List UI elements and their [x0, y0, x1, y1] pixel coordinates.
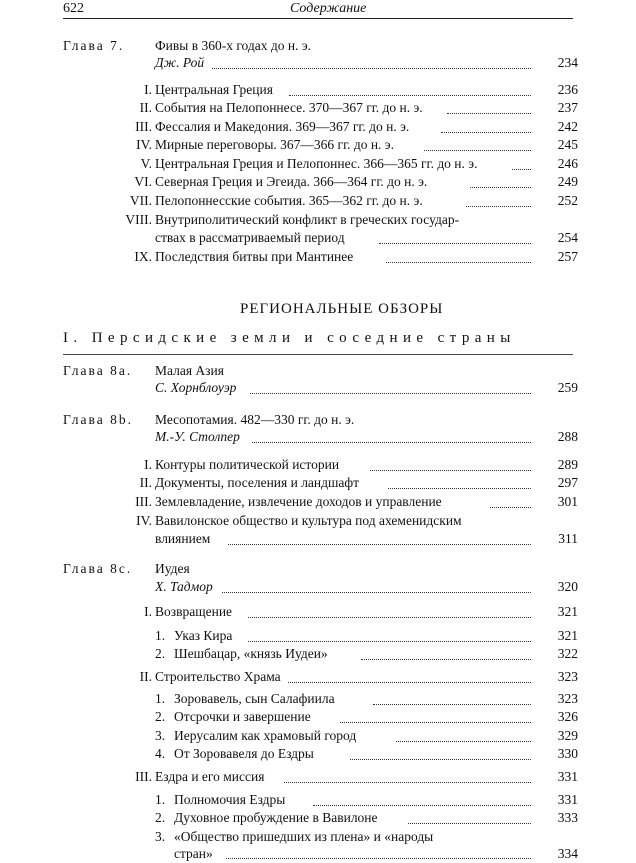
- page-ref: 311: [558, 531, 578, 546]
- leader-dots: [226, 858, 531, 859]
- toc-entry: Фессалия и Македония. 369—367 гг. до н. э.: [155, 119, 410, 134]
- page-ref: 321: [557, 628, 578, 643]
- toc-sub-entry: Иерусалим как храмовый город: [174, 728, 357, 743]
- leader-dots: [466, 206, 531, 207]
- sub-item-number: 1.: [155, 792, 166, 807]
- section-heading: РЕГИОНАЛЬНЫЕ ОБЗОРЫ: [240, 301, 444, 317]
- sub-item-number: 3.: [155, 728, 166, 743]
- sub-item-number: 2.: [155, 810, 166, 825]
- item-number: II.: [139, 475, 152, 490]
- sub-item-number: 1.: [155, 691, 166, 706]
- leader-dots: [361, 659, 531, 660]
- item-number: VII.: [129, 193, 152, 208]
- item-number: V.: [140, 156, 152, 171]
- item-number: I.: [144, 604, 152, 619]
- toc-entry: Вавилонское общество и культура под ахеменидским: [155, 513, 462, 528]
- page-ref: 288: [557, 429, 578, 444]
- page-ref: 254: [557, 230, 578, 245]
- sub-item-number: 4.: [155, 746, 166, 761]
- leader-dots: [228, 544, 531, 545]
- toc-sub-entry: Духовное пробуждение в Вавилоне: [174, 810, 378, 825]
- sub-item-number: 3.: [155, 829, 166, 844]
- page-ref: 246: [557, 156, 578, 171]
- leader-dots: [386, 262, 531, 263]
- chapter-title: Иудея: [155, 561, 190, 576]
- chapter-label: Глава 8с.: [63, 561, 133, 576]
- page-ref: 321: [557, 604, 578, 619]
- page-ref: 245: [557, 137, 578, 152]
- page-ref: 331: [557, 769, 578, 784]
- item-number: I.: [144, 82, 152, 97]
- chapter-label: Глава 8а.: [63, 363, 133, 378]
- page-ref: 330: [557, 746, 578, 761]
- page-ref: 301: [557, 494, 578, 509]
- toc-entry: Землевладение, извлечение доходов и управление: [155, 494, 442, 509]
- chapter-label: Глава 7.: [63, 38, 125, 53]
- chapter-label: Глава 8b.: [63, 412, 133, 427]
- chapter-author: С. Хорнблоуэр: [155, 380, 237, 395]
- item-number: VIII.: [125, 212, 152, 227]
- page-ref: 249: [557, 174, 578, 189]
- page-ref: 323: [557, 669, 578, 684]
- leader-dots: [370, 470, 531, 471]
- toc-entry: Внутриполитический конфликт в греческих государ-: [155, 212, 460, 227]
- leader-dots: [313, 805, 531, 806]
- leader-dots: [441, 132, 531, 133]
- header-rule: [63, 18, 573, 19]
- toc-entry: Ездра и его миссия: [155, 769, 265, 784]
- region-heading: I. Персидские земли и соседние страны: [63, 330, 516, 346]
- page-ref: 257: [557, 249, 578, 264]
- page-ref: 242: [557, 119, 578, 134]
- chapter-author: М.-У. Столпер: [155, 429, 240, 444]
- toc-entry: Мирные переговоры. 367—366 гг. до н. э.: [155, 137, 394, 152]
- page-ref: 259: [557, 380, 578, 395]
- leader-dots: [288, 682, 531, 683]
- toc-entry: Пелопоннесские события. 365—362 гг. до н. э.: [155, 193, 423, 208]
- toc-sub-entry: Указ Кира: [174, 628, 233, 643]
- page-ref: 331: [557, 792, 578, 807]
- region-rule: [63, 354, 573, 355]
- item-number: II.: [139, 669, 152, 684]
- toc-entry: Центральная Греция: [155, 82, 273, 97]
- page-ref: 320: [557, 579, 578, 594]
- leader-dots: [248, 641, 531, 642]
- leader-dots: [373, 704, 531, 705]
- leader-dots: [212, 68, 531, 69]
- leader-dots: [250, 393, 531, 394]
- toc-entry-continued: влиянием: [155, 531, 211, 546]
- toc-entry: Строительство Храма: [155, 669, 281, 684]
- item-number: IV.: [136, 137, 152, 152]
- item-number: VI.: [134, 174, 152, 189]
- toc-entry: Центральная Греция и Пелопоннес. 366—365 гг. до н. э.: [155, 156, 478, 171]
- leader-dots: [284, 782, 531, 783]
- leader-dots: [408, 823, 531, 824]
- page-ref: 237: [557, 100, 578, 115]
- leader-dots: [222, 592, 531, 593]
- toc-sub-entry: Зоровавель, сын Салафиила: [174, 691, 335, 706]
- toc-sub-entry-continued: стран»: [174, 846, 213, 861]
- toc-entry: Контуры политической истории: [155, 457, 340, 472]
- toc-sub-entry: «Общество пришедших из плена» и «народы: [174, 829, 434, 844]
- leader-dots: [388, 488, 531, 489]
- page-ref: 297: [557, 475, 578, 490]
- leader-dots: [470, 187, 531, 188]
- sub-item-number: 1.: [155, 628, 166, 643]
- chapter-author: Дж. Рой: [155, 55, 205, 70]
- item-number: IX.: [134, 249, 152, 264]
- chapter-title: Фивы в 360-х годах до н. э.: [155, 38, 312, 53]
- page-ref: 289: [557, 457, 578, 472]
- sub-item-number: 2.: [155, 709, 166, 724]
- running-title: Содержание: [290, 1, 367, 16]
- leader-dots: [252, 442, 531, 443]
- leader-dots: [447, 113, 531, 114]
- leader-dots: [340, 722, 531, 723]
- leader-dots: [396, 741, 531, 742]
- page-ref: 333: [557, 810, 578, 825]
- toc-entry: Северная Греция и Эгеида. 366—364 гг. до н. э.: [155, 174, 428, 189]
- leader-dots: [248, 617, 531, 618]
- item-number: III.: [135, 769, 152, 784]
- toc-sub-entry: Полномочия Ездры: [174, 792, 286, 807]
- leader-dots: [379, 243, 531, 244]
- sub-item-number: 2.: [155, 646, 166, 661]
- page-ref: 322: [557, 646, 578, 661]
- page-number: 622: [63, 1, 84, 16]
- item-number: II.: [139, 100, 152, 115]
- leader-dots: [289, 95, 531, 96]
- item-number: III.: [135, 119, 152, 134]
- leader-dots: [424, 150, 531, 151]
- toc-entry: События на Пелопоннесе. 370—367 гг. до н. э.: [155, 100, 423, 115]
- page-ref: 334: [557, 846, 578, 861]
- item-number: III.: [135, 494, 152, 509]
- toc-sub-entry: Отсрочки и завершение: [174, 709, 311, 724]
- page-ref: 326: [557, 709, 578, 724]
- leader-dots: [350, 759, 531, 760]
- toc-entry: Документы, поселения и ландшафт: [155, 475, 360, 490]
- page-ref: 234: [557, 55, 578, 70]
- toc-entry-continued: ствах в рассматриваемый период: [155, 230, 345, 245]
- item-number: IV.: [136, 513, 152, 528]
- page-ref: 329: [557, 728, 578, 743]
- toc-sub-entry: От Зоровавеля до Ездры: [174, 746, 314, 761]
- chapter-author: Х. Тадмор: [155, 579, 213, 594]
- chapter-title: Месопотамия. 482—330 гг. до н. э.: [155, 412, 355, 427]
- leader-dots: [490, 507, 531, 508]
- page-ref: 252: [557, 193, 578, 208]
- toc-entry: Возвращение: [155, 604, 233, 619]
- leader-dots: [512, 169, 531, 170]
- page-ref: 323: [557, 691, 578, 706]
- toc-entry: Последствия битвы при Мантинее: [155, 249, 354, 264]
- page-ref: 236: [557, 82, 578, 97]
- chapter-title: Малая Азия: [155, 363, 224, 378]
- toc-sub-entry: Шешбацар, «князь Иудеи»: [174, 646, 328, 661]
- item-number: I.: [144, 457, 152, 472]
